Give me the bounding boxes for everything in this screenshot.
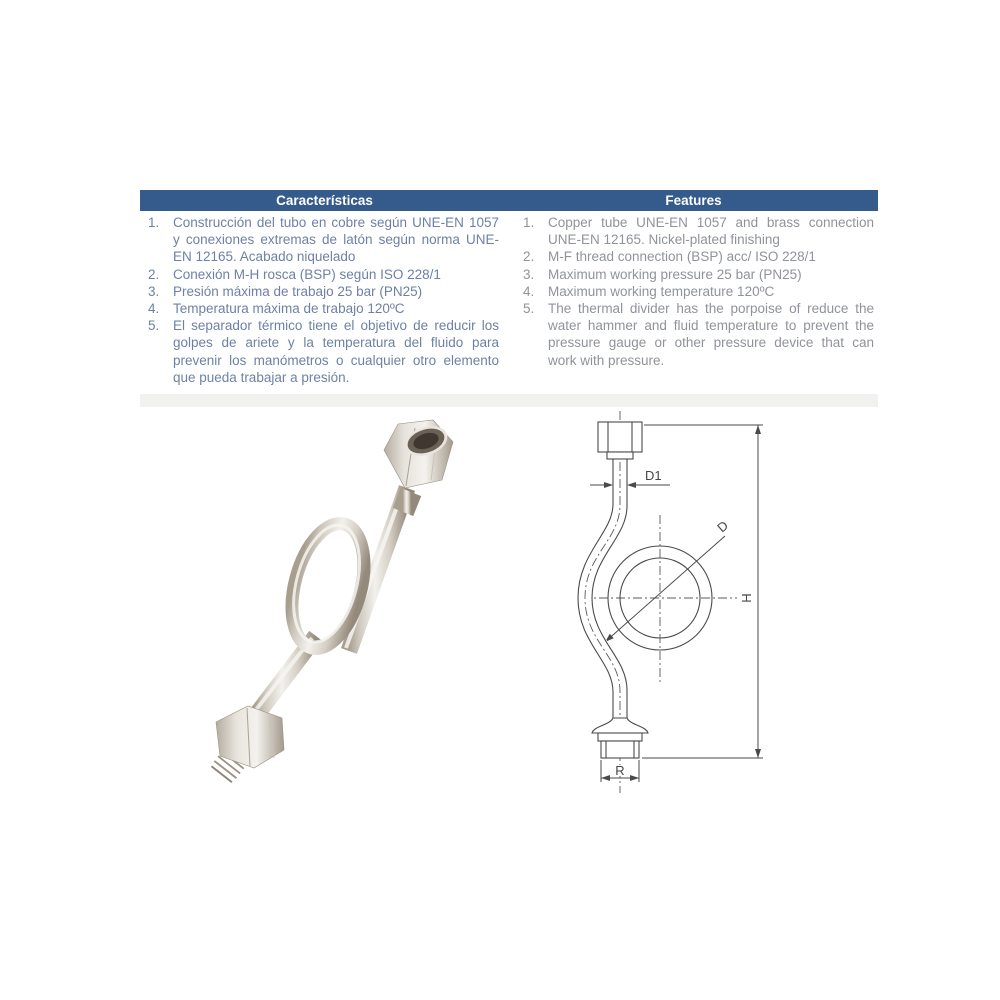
dimension-d1 [590, 468, 670, 488]
column-english [509, 211, 878, 394]
english-feature-list [517, 214, 874, 369]
header-features: Features [509, 190, 878, 211]
header-caracteristicas: Características [140, 190, 509, 211]
spanish-feature-list [142, 214, 499, 386]
photo-upper-tube [346, 488, 407, 651]
list-item: Copper tube UNE-EN 1057 and brass connection UNE-EN 12165. Nickel-plated finishing [548, 215, 874, 248]
spec-table [140, 190, 878, 407]
column-spanish [140, 211, 509, 394]
drawing-male-fitting [592, 718, 648, 758]
dim-label-d1: D1 [645, 468, 662, 483]
spec-table-header [140, 190, 878, 211]
list-item: Conexión M-H rosca (BSP) según ISO 228/1 [173, 266, 441, 282]
list-item: El separador térmico tiene el objetivo de reducir los golpes de ariete y la temperatura del fluido para prevenir los manómetros o cualquier otro elemento que pueda trabajar a presión. [173, 318, 499, 385]
list-item: Temperatura máxima de trabajo 120ºC [173, 301, 405, 317]
list-item: Maximum working temperature 120ºC [548, 283, 775, 299]
photo-male-fitting [208, 706, 284, 786]
dimension-r [601, 760, 639, 782]
drawing-female-nut [598, 422, 642, 459]
list-item: Construcción del tubo en cobre según UNE-EN 1057 y conexiones extremas de latón según norma UNE-EN 12165. Acabado niquelado [173, 215, 499, 265]
siphon-technical-drawing [560, 405, 870, 800]
dim-label-d: D [714, 517, 732, 536]
dim-label-h: H [739, 593, 754, 603]
list-item: Presión máxima de trabajo 25 bar (PN25) [173, 283, 423, 299]
list-item: Maximum working pressure 25 bar (PN25) [548, 266, 802, 282]
spec-table-body [140, 211, 878, 394]
dim-label-r: R [615, 763, 625, 778]
list-item: M-F thread connection (BSP) acc/ ISO 228/1 [548, 249, 816, 265]
list-item: The thermal divider has the porpoise of reduce the water hammer and fluid temperature to prevent the pressure gauge or other pressure device that can work with pressure. [548, 301, 874, 368]
siphon-product-photo [170, 408, 490, 800]
